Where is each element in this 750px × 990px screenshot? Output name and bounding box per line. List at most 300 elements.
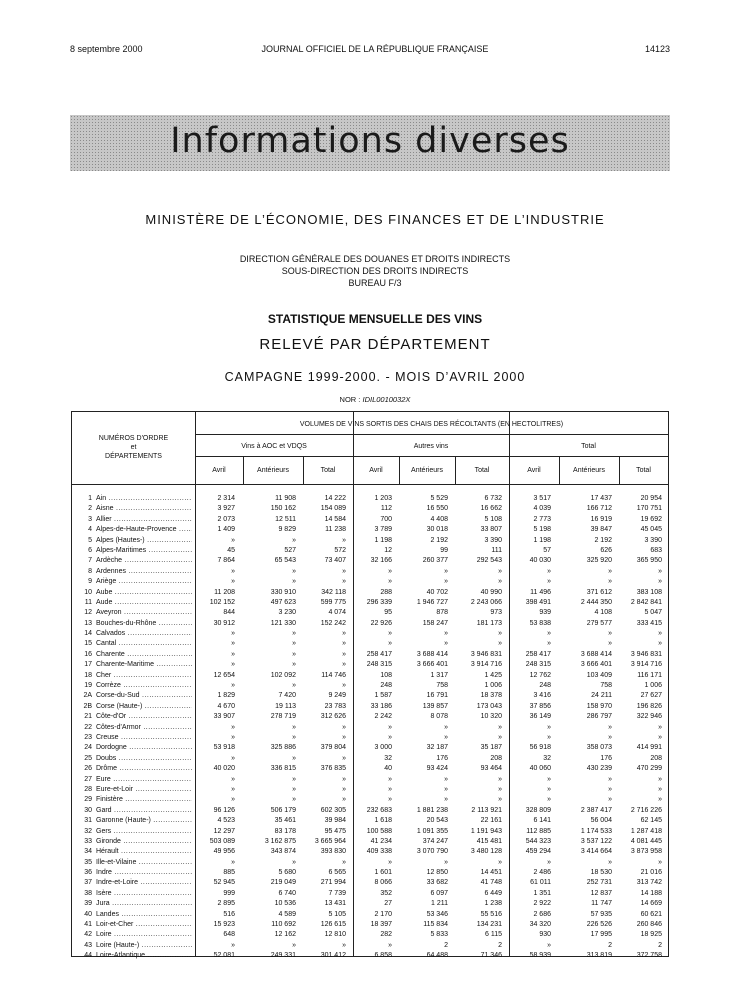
table-cell: 1 618 (374, 817, 392, 825)
table-cell: 16 919 (590, 515, 612, 523)
table-cell: 372 758 (636, 952, 662, 960)
table-cell: 12 762 (529, 671, 551, 679)
table-cell: 1 317 (430, 671, 448, 679)
table-cell: 102 152 (209, 598, 235, 606)
table-row (72, 536, 668, 546)
table-cell: » (292, 661, 296, 669)
table-cell: 22 161 (480, 817, 502, 825)
table-cell: 33 682 (426, 879, 448, 887)
dept-number: 19 (84, 682, 92, 690)
table-cell: 503 089 (209, 837, 235, 845)
table-cell: 139 857 (422, 702, 448, 710)
table-cell: 1 091 355 (416, 827, 448, 835)
table-row (72, 910, 668, 920)
dept-number: 17 (84, 661, 92, 669)
table-row (72, 889, 668, 899)
table-cell: 39 847 (590, 526, 612, 534)
table-cell: 322 946 (636, 713, 662, 721)
table-cell: 176 (436, 754, 448, 762)
table-cell: » (388, 630, 392, 638)
table-cell: » (498, 858, 502, 866)
table-cell: » (658, 723, 662, 731)
table-cell: » (444, 775, 448, 783)
table-cell: » (658, 733, 662, 741)
campaign-title: CAMPAGNE 1999-2000. - MOIS D’AVRIL 2000 (224, 370, 526, 384)
table-cell: 20 543 (426, 817, 448, 825)
table-cell: 2 170 (374, 910, 392, 918)
dept-number: 32 (84, 827, 92, 835)
table-cell: 398 491 (525, 598, 551, 606)
table-cell: » (608, 578, 612, 586)
table-cell: 40 (384, 765, 392, 773)
table-cell: 16 550 (426, 505, 448, 513)
table-cell: 544 323 (525, 837, 551, 845)
table-cell: 9 249 (328, 692, 346, 700)
table-row (72, 930, 668, 940)
table-cell: » (498, 775, 502, 783)
table-cell: 2 (444, 941, 448, 949)
table-cell: 379 804 (320, 744, 346, 752)
table-cell: 758 (600, 682, 612, 690)
table-cell: » (342, 785, 346, 793)
table-cell: 64 488 (426, 952, 448, 960)
dept-name: Alpes-de-Haute-Provence ..... (96, 525, 192, 535)
dept-number: 40 (84, 910, 92, 918)
table-cell: » (498, 723, 502, 731)
dept-name: Bouches-du-Rhône ..... (96, 619, 192, 629)
table-cell: 878 (436, 609, 448, 617)
table-cell: 8 078 (430, 713, 448, 721)
dept-name: Cantal ..... (96, 639, 192, 649)
table-cell: » (608, 775, 612, 783)
group-header-aoc: Vins à AOC et VDQS (241, 443, 307, 450)
table-row (72, 525, 668, 535)
table-cell: » (608, 567, 612, 575)
table-cell: » (388, 567, 392, 575)
statistics-title: STATISTIQUE MENSUELLE DES VINS (267, 312, 483, 326)
table-cell: 3 390 (644, 536, 662, 544)
table-cell: 57 (543, 546, 551, 554)
table-cell: 33 907 (213, 713, 235, 721)
table-cell: 2 242 (374, 713, 392, 721)
dept-number: 2A (83, 692, 92, 700)
dept-name: Garonne (Haute-) ..... (96, 816, 192, 826)
table-cell: 121 330 (270, 619, 296, 627)
table-cell: » (388, 775, 392, 783)
table-cell: » (231, 733, 235, 741)
dept-name: Charente ..... (96, 650, 192, 660)
table-cell: 599 775 (320, 598, 346, 606)
table-cell: 30 018 (426, 526, 448, 534)
table-cell: 1 203 (374, 495, 392, 502)
table-cell: » (292, 796, 296, 804)
dept-number: 7 (88, 557, 92, 565)
table-cell: » (608, 785, 612, 793)
table-cell: 758 (436, 682, 448, 690)
table-cell: 3 789 (374, 526, 392, 534)
table-cell: 150 162 (270, 505, 296, 513)
table-cell: 40 020 (213, 765, 235, 773)
table-cell: 1 601 (374, 869, 392, 877)
table-cell: » (444, 578, 448, 586)
table-row (72, 723, 668, 733)
table-cell: » (658, 630, 662, 638)
table-cell: » (658, 578, 662, 586)
table-row (72, 847, 668, 857)
table-cell: » (547, 775, 551, 783)
table-cell: 60 621 (640, 910, 662, 918)
table-cell: 4 108 (594, 609, 612, 617)
dept-name: Côtes-d'Armor ..... (96, 723, 192, 733)
table-cell: » (444, 640, 448, 648)
table-cell: 40 060 (529, 765, 551, 773)
table-cell: 12 511 (275, 515, 296, 523)
nor-reference: NOR : IDIL0010032X (339, 395, 411, 404)
table-cell: 14 188 (640, 889, 662, 897)
table-cell: » (342, 941, 346, 949)
dept-number: 44 (84, 952, 92, 960)
table-cell: » (388, 796, 392, 804)
dept-number: 8 (88, 567, 92, 575)
dept-number: 4 (88, 526, 92, 534)
table-cell: 3 666 401 (416, 661, 448, 669)
dept-number: 25 (84, 754, 92, 762)
dept-name: Aveyron ..... (96, 608, 192, 618)
table-cell: 572 (334, 546, 346, 554)
table-cell: 158 970 (586, 702, 612, 710)
table-cell: » (444, 796, 448, 804)
table-cell: » (342, 682, 346, 690)
table-cell: » (498, 733, 502, 741)
table-cell: 16 791 (426, 692, 448, 700)
table-row (72, 868, 668, 878)
table-row (72, 577, 668, 587)
table-cell: » (608, 858, 612, 866)
table-cell: » (608, 630, 612, 638)
dept-name: Alpes (Hautes-) ..... (96, 536, 192, 546)
table-cell: 154 089 (320, 505, 346, 513)
dept-number: 6 (88, 546, 92, 554)
table-cell: 35 461 (274, 817, 296, 825)
table-cell: 16 662 (480, 505, 502, 513)
dept-name: Jura ..... (96, 899, 192, 909)
table-cell: 371 612 (586, 588, 612, 596)
issue-date: 8 septembre 2000 (70, 44, 143, 54)
table-cell: » (231, 578, 235, 586)
table-cell: » (292, 785, 296, 793)
table-cell: 3 390 (484, 536, 502, 544)
table-cell: 2 314 (217, 495, 235, 502)
table-cell: » (547, 578, 551, 586)
table-cell: 4 523 (217, 817, 235, 825)
dept-name: Corse (Haute-) ..... (96, 702, 192, 712)
table-row (72, 899, 668, 909)
table-cell: 10 536 (274, 900, 296, 908)
table-cell: » (444, 785, 448, 793)
table-cell: 32 166 (370, 557, 392, 565)
table-row (72, 660, 668, 670)
table-row (72, 878, 668, 888)
table-row (72, 806, 668, 816)
table-cell: 40 030 (529, 557, 551, 565)
table-cell: 40 702 (426, 588, 448, 596)
table-cell: 415 481 (476, 837, 502, 845)
report-title: RELEVÉ PAR DÉPARTEMENT (259, 336, 491, 353)
table-cell: 1 287 418 (630, 827, 662, 835)
table-cell: 208 (490, 754, 502, 762)
table-cell: 32 (543, 754, 551, 762)
table-cell: » (292, 733, 296, 741)
table-cell: 21 016 (640, 869, 662, 877)
dept-name: Aisne ..... (96, 504, 192, 514)
table-cell: » (388, 941, 392, 949)
group-header-other: Autres vins (413, 443, 449, 450)
table-cell: 930 (539, 931, 551, 939)
table-cell: 3 230 (278, 609, 296, 617)
table-cell: 11 747 (591, 900, 612, 908)
table-cell: 6 565 (328, 869, 346, 877)
table-cell: 62 145 (640, 817, 662, 825)
table-cell: » (547, 630, 551, 638)
table-cell: 2 686 (533, 910, 551, 918)
table-cell: 4 039 (533, 505, 551, 513)
table-cell: 17 437 (590, 495, 612, 502)
table-cell: » (444, 858, 448, 866)
table-cell: 41 234 (370, 837, 392, 845)
table-cell: 112 (380, 505, 392, 513)
dept-number: 39 (84, 900, 92, 908)
table-cell: 1 211 (431, 900, 448, 908)
dept-name: Corrèze ..... (96, 681, 192, 691)
table-cell: 1 946 727 (416, 598, 448, 606)
table-cell: 626 (600, 546, 612, 554)
table-cell: » (498, 796, 502, 804)
table-cell: 602 305 (320, 806, 346, 814)
col-header: Avril (212, 467, 226, 474)
table-cell: 196 826 (636, 702, 662, 710)
table-cell: 115 834 (423, 921, 448, 929)
table-row (72, 515, 668, 525)
table-cell: 53 838 (529, 619, 551, 627)
table-cell: » (342, 650, 346, 658)
table-cell: 22 926 (370, 619, 392, 627)
table-cell: 11 496 (530, 588, 551, 596)
wine-statistics-table (71, 411, 669, 960)
table-cell: 19 113 (275, 702, 296, 710)
table-cell: 2 (498, 941, 502, 949)
table-row (72, 619, 668, 629)
table-cell: 393 830 (320, 848, 346, 856)
table-cell: 93 464 (480, 765, 502, 773)
dept-number: 10 (84, 588, 92, 596)
table-cell: 173 043 (476, 702, 502, 710)
dept-number: 34 (84, 848, 92, 856)
table-cell: » (547, 733, 551, 741)
table-cell: 103 409 (586, 671, 612, 679)
table-cell: 5 529 (430, 495, 448, 502)
dept-name: Eure-et-Loir ..... (96, 785, 192, 795)
table-cell: 2 922 (533, 900, 551, 908)
dept-number: 12 (84, 609, 92, 617)
table-cell: » (231, 796, 235, 804)
ministry-heading: MINISTÈRE DE L’ÉCONOMIE, DES FINANCES ET DE L’INDUSTRIE (145, 212, 605, 227)
table-cell: 56 918 (529, 744, 551, 752)
table-cell: » (388, 785, 392, 793)
table-cell: » (498, 640, 502, 648)
table-cell: 52 081 (213, 952, 235, 960)
table-cell: 12 162 (274, 931, 296, 939)
table-row (72, 941, 668, 951)
table-cell: » (658, 640, 662, 648)
table-cell: » (292, 941, 296, 949)
table-cell: 7 420 (278, 692, 296, 700)
table-cell: 459 294 (525, 848, 551, 856)
table-cell: » (547, 796, 551, 804)
table-row (72, 764, 668, 774)
table-cell: 93 424 (426, 765, 448, 773)
table-cell: » (231, 785, 235, 793)
table-cell: 325 886 (270, 744, 296, 752)
table-cell: 4 589 (278, 910, 296, 918)
table-row (72, 920, 668, 930)
table-cell: 527 (284, 546, 296, 554)
table-cell: 2 (608, 941, 612, 949)
table-cell: 12 (384, 546, 392, 554)
table-cell: » (658, 796, 662, 804)
table-row (72, 639, 668, 649)
directorate-line: DIRECTION GÉNÉRALE DES DOUANES ET DROITS INDIRECTS (239, 254, 511, 264)
volumes-header: VOLUMES DE VINS SORTIS DES CHAIS DES RÉCOLTANTS (EN HECTOLITRES) (299, 421, 564, 428)
dept-number: 43 (84, 941, 92, 949)
bureau-line: BUREAU F/3 (348, 278, 402, 288)
table-cell: 30 912 (213, 619, 235, 627)
table-cell: 33 807 (480, 526, 502, 534)
table-cell: 18 397 (370, 921, 392, 929)
table-cell: » (292, 640, 296, 648)
dept-number: 23 (84, 733, 92, 741)
dept-name: Gironde ..... (96, 837, 192, 847)
table-row (72, 691, 668, 701)
table-cell: » (231, 650, 235, 658)
table-row (72, 504, 668, 514)
table-cell: 14 222 (324, 495, 346, 502)
dept-name: Alpes-Maritimes ..... (96, 546, 192, 556)
table-cell: 55 516 (480, 910, 502, 918)
col-header: Antérieurs (257, 467, 289, 474)
table-body (72, 494, 668, 962)
table-cell: 6 097 (430, 889, 448, 897)
table-cell: 2 842 841 (630, 598, 662, 606)
table-cell: » (342, 630, 346, 638)
table-cell: 12 850 (426, 869, 448, 877)
table-cell: 4 074 (328, 609, 346, 617)
table-cell: 497 623 (270, 598, 296, 606)
table-row (72, 494, 668, 504)
table-cell: 8 066 (374, 879, 392, 887)
dept-name: Gers ..... (96, 827, 192, 837)
col-header: Avril (369, 467, 383, 474)
table-cell: » (547, 723, 551, 731)
dept-name: Ardèche ..... (96, 556, 192, 566)
dept-number: 21 (84, 713, 92, 721)
table-cell: 1 881 238 (416, 806, 448, 814)
table-cell: 17 995 (590, 931, 612, 939)
table-cell: 4 408 (430, 515, 448, 523)
table-cell: 1 351 (533, 889, 551, 897)
table-cell: 134 231 (476, 921, 502, 929)
dept-number: 14 (84, 630, 92, 638)
table-row (72, 546, 668, 556)
dept-name: Côte-d'Or ..... (96, 712, 192, 722)
dept-number: 9 (88, 578, 92, 586)
dept-name: Loire-Atlantique ..... (96, 951, 192, 961)
table-cell: » (342, 858, 346, 866)
dept-number: 1 (88, 495, 92, 502)
table-cell: 2 895 (217, 900, 235, 908)
table-cell: » (342, 578, 346, 586)
table-cell: 1 198 (533, 536, 551, 544)
table-cell: 3 480 128 (470, 848, 502, 856)
dept-name: Loire (Haute-) ..... (96, 941, 192, 951)
table-row (72, 795, 668, 805)
table-row (72, 629, 668, 639)
table-cell: 18 378 (480, 692, 502, 700)
section-title: Informations diverses (170, 121, 570, 161)
table-cell: 1 829 (217, 692, 235, 700)
dept-number: 35 (84, 858, 92, 866)
table-cell: 35 187 (480, 744, 502, 752)
table-cell: » (292, 630, 296, 638)
page-header (0, 44, 750, 58)
table-cell: » (231, 723, 235, 731)
dept-name: Calvados ..... (96, 629, 192, 639)
table-cell: 248 (539, 682, 551, 690)
table-cell: 12 297 (213, 827, 235, 835)
table-cell: 53 918 (213, 744, 235, 752)
table-cell: 3 000 (374, 744, 392, 752)
table-cell: 343 874 (270, 848, 296, 856)
table-cell: 248 315 (366, 661, 392, 669)
table-row (72, 650, 668, 660)
table-cell: 10 320 (480, 713, 502, 721)
table-cell: 61 011 (530, 879, 551, 887)
table-cell: 96 126 (213, 806, 235, 814)
dept-name: Hérault ..... (96, 847, 192, 857)
table-cell: 12 810 (324, 931, 346, 939)
dept-name: Creuse ..... (96, 733, 192, 743)
table-cell: » (608, 723, 612, 731)
table-cell: 313 742 (636, 879, 662, 887)
table-cell: » (498, 578, 502, 586)
table-cell: » (608, 733, 612, 741)
dept-number: 30 (84, 806, 92, 814)
table-cell: » (342, 733, 346, 741)
table-cell: 56 004 (590, 817, 612, 825)
col-header: Total (636, 467, 651, 474)
table-cell: 296 339 (366, 598, 392, 606)
table-row (72, 712, 668, 722)
table-cell: 5 680 (278, 869, 296, 877)
table-cell: 279 577 (586, 619, 612, 627)
dept-number: 27 (84, 775, 92, 783)
table-cell: » (608, 640, 612, 648)
table-cell: 40 990 (480, 588, 502, 596)
table-cell: 6 732 (484, 495, 502, 502)
table-row (72, 608, 668, 618)
table-cell: 325 920 (586, 557, 612, 565)
journal-title: JOURNAL OFFICIEL DE LA RÉPUBLIQUE FRANÇAISE (261, 44, 489, 54)
table-cell: 95 (384, 609, 392, 617)
